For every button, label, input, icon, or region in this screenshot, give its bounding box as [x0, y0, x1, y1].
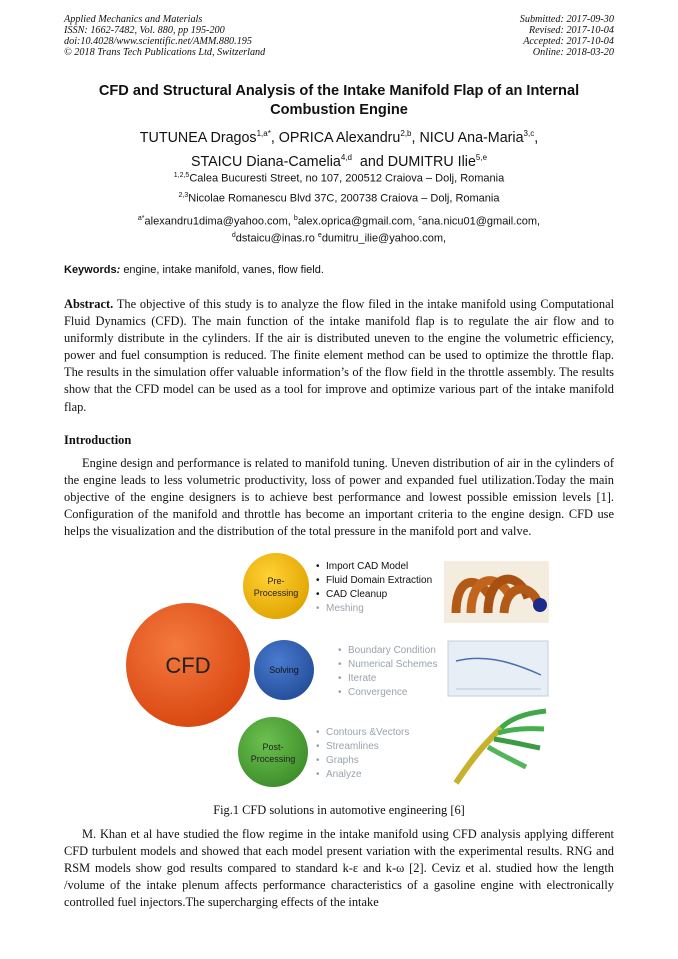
cfd-figure [126, 553, 556, 798]
streamlines-image [456, 711, 546, 783]
post-bullet-list [316, 727, 409, 780]
pre-bullet-2-dot: • [316, 575, 320, 586]
author-2: OPRICA Alexandru [278, 129, 401, 146]
pre-bullet-1-dot: • [316, 561, 320, 572]
pre-label-2: Processing [253, 588, 299, 598]
intro-paragraph-2: M. Khan et al have studied the flow regime in the intake manifold using CFD analysis applying different CFD turbulent models and showed that each model present variation with the experimental results. RNG and RSM models show god results compared to standard k-ε and k-ω [2]. Ceviz et al. studied how the length /volume of the intake plenum affects performance characteristics of a gasoline engine with electronically controlled fuel injectors.The supercharging effects of the intake [64, 827, 614, 910]
pre-bullet-1: Import CAD Model [326, 561, 409, 572]
solving-bullet-list [338, 645, 437, 698]
email-a-sup: a* [137, 215, 145, 222]
author-5: and DUMITRU Ilie [359, 153, 476, 170]
accepted-date: Accepted: 2017-10-04 [523, 35, 614, 47]
email-d[interactable]: dstaicu@inas.ro [235, 232, 315, 245]
pre-bullet-2: Fluid Domain Extraction [326, 575, 433, 586]
post-bullet-3: Graphs [326, 755, 359, 766]
keywords-label: Keywords [64, 264, 117, 276]
copyright-line: © 2018 Trans Tech Publications Ltd, Switzerland [64, 46, 266, 58]
post-label-2: Processing [250, 754, 296, 764]
solving-bullet-4-dot: • [338, 687, 342, 698]
convergence-plot-image [448, 641, 548, 696]
email-c[interactable]: ana.nicu01@gmail.com, [421, 215, 541, 228]
dates-info [520, 15, 614, 59]
author-3: NICU Ana-Maria [419, 129, 524, 146]
solving-bullet-2: Numerical Schemes [348, 659, 438, 670]
author-4-sup: 4,d [340, 152, 352, 162]
email-d-sup: d [231, 231, 236, 239]
online-date: Online: 2018-03-20 [532, 46, 614, 58]
solving-bullet-1-dot: • [338, 645, 342, 656]
post-bullet-2: Streamlines [326, 741, 379, 752]
solving-bullet-4: Convergence [348, 687, 408, 698]
revised-date: Revised: 2017-10-04 [528, 24, 614, 36]
affiliation-1 [64, 169, 614, 186]
cfd-label: CFD [165, 653, 211, 678]
post-bullet-4: Analyze [326, 769, 362, 780]
email-b-sup: b [293, 215, 298, 222]
solving-bullet-1: Boundary Condition [348, 645, 436, 656]
author-1: TUTUNEA Dragos [139, 129, 257, 146]
author-list: TUTUNEA Dragos$^{1,a*}$, OPRICA Alexandru$^{2,b}$, NICU Ana-Maria$^{3,c}$, STAICU Diana-Camelia$^{4,d}$ and DUMITRU Ilie$^{5,e}$ [139, 129, 539, 170]
solving-bullet-2-dot: • [338, 659, 342, 670]
affiliation-2 [64, 189, 614, 206]
title-line-1: CFD and Structural Analysis of the Intake Manifold Flap of an Internal [98, 83, 580, 99]
abstract-text: The objective of this study is to analyze the flow filed in the intake manifold using Computational Fluid Dynamics (CFD). The main function of the intake manifold flap is to regulate the air flow and to uniformly distribute in the cylinders. If the air is distributed uneven to the engine the volumetric efficiency, power and fuel consumption is reduced. The finite element method can be used to optimize the throttle flap. The results in the simulation offer valuable information’s of the flow field in the throttle assembly. The results show that the CFD model can be used as a tool for improve and optimize various part of the intake manifold flap. [64, 297, 615, 414]
email-c-sup: c [418, 215, 422, 222]
abstract [64, 296, 614, 416]
post-processing-circle [238, 717, 308, 787]
affiliation-1-text: Calea Bucuresti Street, no 107, 200512 Craiova – Dolj, Romania [189, 172, 505, 185]
solving-bullet-3-dot: • [338, 673, 342, 684]
post-bullet-4-dot: • [316, 769, 320, 780]
journal-info [64, 15, 265, 59]
doi-line: doi:10.4028/www.scientific.net/AMM.880.195 [64, 35, 252, 47]
author-4: STAICU Diana-Camelia [190, 153, 341, 170]
email-e-sup: e [317, 231, 322, 239]
journal-name: Applied Mechanics and Materials [64, 14, 203, 25]
solving-label: Solving [269, 665, 299, 675]
affiliation-1-sup: 1,2,5 [173, 172, 190, 179]
affiliation-2-sup: 2,3 [178, 192, 189, 199]
pre-bullet-4-dot: • [316, 603, 320, 614]
post-bullet-2-dot: • [316, 741, 320, 752]
solving-bullet-3: Iterate [348, 673, 377, 684]
post-bullet-1: Contours &Vectors [326, 727, 410, 738]
issn-line: ISSN: 1662-7482, Vol. 880, pp 195-200 [64, 24, 225, 36]
intro-heading: Introduction [64, 433, 132, 447]
abstract-label: Abstract. [64, 297, 114, 311]
post-bullet-1-dot: • [316, 727, 320, 738]
author-1-sup: 1,a* [256, 129, 271, 138]
figure-caption: Fig.1 CFD solutions in automotive engineering [6] [213, 803, 465, 817]
email-e[interactable]: dumitru_ilie@yahoo.com, [321, 232, 447, 245]
pre-processing-circle [243, 553, 309, 619]
paper-title [64, 82, 614, 120]
email-b[interactable]: alex.oprica@gmail.com, [297, 215, 416, 228]
manifold-cad-image [444, 561, 549, 623]
email-list [64, 212, 614, 245]
pre-bullet-4: Meshing [326, 603, 364, 614]
affiliation-2-text: Nicolae Romanescu Blvd 37C, 200738 Craiova – Dolj, Romania [188, 192, 500, 205]
email-a[interactable]: alexandru1dima@yahoo.com, [144, 215, 291, 228]
post-bullet-3-dot: • [316, 755, 320, 766]
pre-label-1: Pre- [267, 576, 285, 586]
keywords: Keywords: engine, intake manifold, vanes, flow field. [64, 264, 324, 276]
submitted-date: Submitted: 2017-09-30 [519, 14, 614, 25]
author-2-sup: 2,b [400, 129, 412, 138]
pre-bullet-list [316, 561, 432, 614]
author-3-sup: 3,c [523, 129, 535, 138]
pre-bullet-3: CAD Cleanup [326, 589, 388, 600]
pre-bullet-3-dot: • [316, 589, 320, 600]
intro-paragraph-1: Engine design and performance is related to manifold tuning. Uneven distribution of air in the cylinders of the engine leads to less volumetric productivity, loss of power and expanded fuel utilization.Today the main objective of the engine designers is to achieve best performance and lowest possible emission levels [1]. Configuration of the manifold and throttle has become an important criteria to the engine design. CFD use helps the visualization and the distribution of the total pressure in the manifold port and valve. [64, 456, 614, 539]
title-line-2: Combustion Engine [270, 102, 408, 118]
author-5-sup: 5,e [475, 152, 488, 162]
post-label-1: Post- [262, 742, 284, 752]
keywords-text: engine, intake manifold, vanes, flow field. [123, 264, 324, 276]
